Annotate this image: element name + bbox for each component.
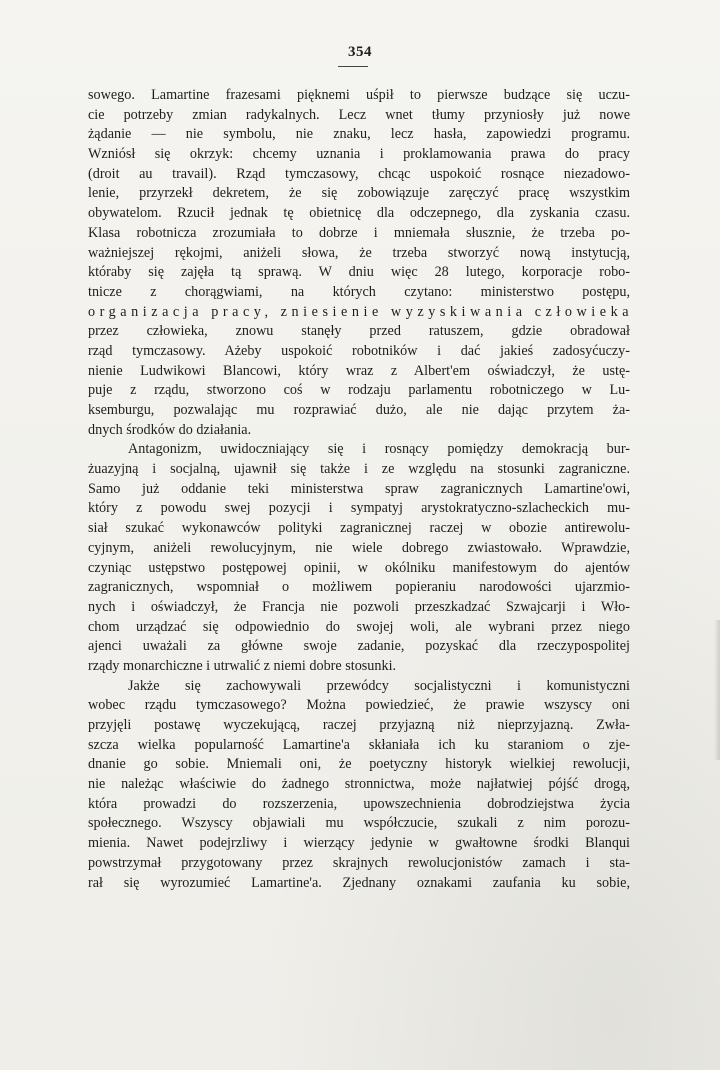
- text-line: powstrzymał przygotowany przez skrajnych rewolucjonistów zamach i sta-: [88, 854, 630, 871]
- text-line: wobec rządu tymczasowego? Można powiedzieć, że prawie wszyscy oni: [88, 697, 630, 714]
- paragraph-1: [88, 86, 634, 440]
- text-line: nienie Ludwikowi Blancowi, który wraz z Albert'em oświadczył, że ustę-: [88, 362, 630, 379]
- text-line: nie należąc właściwie do żadnego stronnictwa, może najłatwiej pójść drogą,: [88, 776, 630, 793]
- text-line: ajenci uważali za główne swoje zadanie, pozyskać dla rzeczypospolitej: [88, 638, 630, 655]
- text-line: sowego. Lamartine frazesami pięknemi uśpił to pierwsze budzące się uczu-: [88, 87, 630, 103]
- text-line: lenie, przyrzekł dekretem, że się zobowiązuje zaręczyć pracę wszystkim: [88, 185, 630, 202]
- text-line: który z powodu swej pozycji i sympatyj arystokratyczno-szlacheckich mu-: [88, 500, 630, 517]
- text-line: szcza wielka popularność Lamartine'a skłaniała ich ku staraniom o zje-: [88, 736, 630, 753]
- page-edge-shadow: [714, 620, 720, 760]
- text-line: Jakże się zachowywali przewódcy socjalistyczni i komunistyczni: [128, 677, 630, 694]
- text-line: ksemburgu, pozwalając mu rozprawiać dużo, ale nie dając przytem ża-: [88, 402, 630, 418]
- text-line: tnicze z chorągwiami, na których czytano: ministerstwo postępu,: [88, 283, 630, 300]
- text-line: (droit au travail). Rząd tymczasowy, chcąc uspokoić rosnące niezadowo-: [88, 165, 630, 182]
- text-line: cie potrzeby zmian radykalnych. Lecz wnet tłumy przyniosły już nowe: [88, 106, 630, 123]
- text-line: rał się wyrozumieć Lamartine'a. Zjednany oznakami zaufania ku sobie,: [88, 874, 630, 891]
- text-line: obywatelom. Rzucił jednak tę obietnicę dla odczepnego, dla zyskania czasu.: [88, 205, 630, 222]
- text-line: zagranicznych, wspomniał o możliwem popieraniu narodowości ujarzmio-: [88, 579, 630, 596]
- text-line: mienia. Nawet podejrzliwy i wierzący jedynie w gwałtowne środki Blanqui: [88, 835, 630, 852]
- text-line: czyniąc ustępstwo postępowej opinii, w okólniku manifestowym do ajentów: [88, 559, 630, 576]
- text-line: któraby się zajęła tą sprawą. W dniu więc 28 lutego, korporacje robo-: [88, 264, 630, 281]
- text-line: Samo już oddanie teki ministerstwa spraw zagranicznych Lamartine'owi,: [88, 480, 630, 497]
- text-line: ważniejszej rękojmi, aniżeli słowa, że trzeba stworzyć nową instytucją,: [88, 244, 630, 261]
- text-line: chom urządzać się odpowiednio do swojej woli, ale wybrani przez niego: [88, 618, 630, 635]
- text-line: żądanie — nie symbolu, nie znaku, lecz hasła, zapowiedzi programu.: [88, 126, 630, 143]
- page-number-rule: [338, 66, 368, 67]
- text-line: przyjęli postawę wyczekującą, raczej przyjazną niż nieprzyjazną. Zwła-: [88, 717, 630, 733]
- text-line: rządy monarchiczne i utrwalić z niemi dobre stosunki.: [88, 657, 397, 674]
- text-line: cyjnym, aniżeli rewolucyjnym, nie wiele dobrego zwiastowało. Wprawdzie,: [88, 539, 630, 556]
- text-line: rząd tymczasowy. Ażeby uspokoić robotników i dać jakieś zadosyćuczy-: [88, 342, 630, 359]
- text-line: Antagonizm, uwidoczniający się i rosnący pomiędzy demokracją bur-: [128, 441, 630, 458]
- text-line: przez człowieka, znowu stanęły przed ratuszem, gdzie obradował: [88, 323, 630, 340]
- text-line: organizacja pracy, zniesienie wyzyskiwania człowieka: [88, 303, 634, 320]
- text-line: dnych środków do działania.: [88, 421, 252, 438]
- text-line: żuazyjną i socjalną, ujawnił się także i ze względu na stosunki zagraniczne.: [88, 461, 630, 478]
- text-line: społecznego. Wszyscy objawiali mu współczucie, szukali z nim porozu-: [88, 815, 630, 832]
- text-line: dnanie go sobie. Mniemali oni, że poetyczny historyk wielkiej rewolucji,: [88, 756, 630, 773]
- text-line: Klasa robotnicza zrozumiała to dobrze i mniemała słusznie, że trzeba po-: [88, 224, 630, 241]
- text-line: siał szukać wykonawców polityki zagranicznej raczej w obozie antirewolu-: [88, 520, 630, 537]
- body-text: [88, 86, 634, 893]
- text-line: która prowadzi do rozszerzenia, upowszechnienia dobrodziejstwa życia: [88, 795, 630, 812]
- paragraph-2: [88, 440, 630, 676]
- page-number: 354: [348, 44, 372, 60]
- paragraph-3: [88, 677, 630, 894]
- text-line: nych i oświadczył, że Francja nie pozwoli przeszkadzać Szwajcarji i Wło-: [88, 598, 630, 615]
- text-line: Wzniósł się okrzyk: chcemy uznania i proklamowania prawa do pracy: [88, 146, 630, 163]
- text-line: puje z rządu, stworzono coś w rodzaju parlamentu robotniczego w Lu-: [88, 382, 630, 399]
